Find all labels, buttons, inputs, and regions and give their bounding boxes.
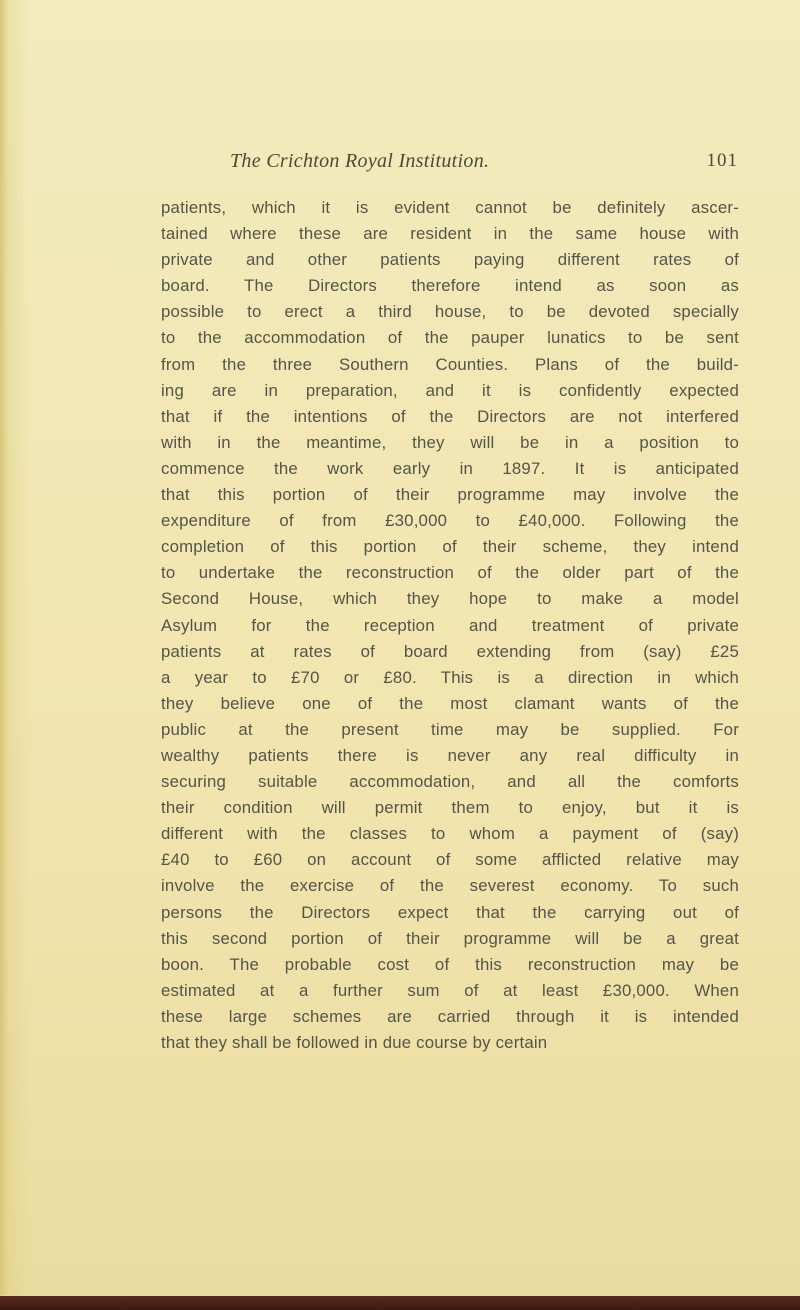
text-line: estimated at a further sum of at least £30,000. When xyxy=(161,980,739,1000)
page-header xyxy=(160,150,738,182)
text-line: possible to erect a third house, to be devoted specially xyxy=(161,302,739,322)
text-line: this second portion of their programme will be a great xyxy=(161,928,739,948)
text-line: these large schemes are carried through it is intended xyxy=(161,1006,739,1026)
text-line: wealthy patients there is never any real difficulty in xyxy=(161,745,739,765)
text-line: a year to £70 or £80. This is a direction in which xyxy=(161,667,739,687)
page-number: 101 xyxy=(706,150,738,171)
text-line: that they shall be followed in due course by certain xyxy=(161,1033,548,1052)
text-line: their condition will permit them to enjoy, but it is xyxy=(161,798,739,818)
text-line: expenditure of from £30,000 to £40,000. Following the xyxy=(161,511,739,531)
text-line: involve the exercise of the severest economy. To such xyxy=(161,876,739,896)
text-line: tained where these are resident in the same house with xyxy=(161,224,739,244)
text-line: ing are in preparation, and it is confidently expected xyxy=(161,380,739,400)
text-line: they believe one of the most clamant wants of the xyxy=(161,693,739,713)
text-line: different with the classes to whom a payment of (say) xyxy=(161,824,739,844)
text-line: that this portion of their programme may involve the xyxy=(161,485,739,505)
text-line: Second House, which they hope to make a model xyxy=(161,589,739,609)
text-line: to undertake the reconstruction of the older part of the xyxy=(161,563,739,583)
text-line: board. The Directors therefore intend as soon as xyxy=(161,276,739,296)
text-line: that if the intentions of the Directors are not interfered xyxy=(161,406,739,426)
book-bottom-edge xyxy=(0,1296,800,1310)
text-line: completion of this portion of their scheme, they intend xyxy=(161,537,739,557)
text-line: patients, which it is evident cannot be definitely ascer- xyxy=(161,198,739,217)
body-text xyxy=(161,195,739,1056)
text-line: persons the Directors expect that the carrying out of xyxy=(161,902,739,922)
page-binding-edge xyxy=(0,0,8,1295)
text-line: with in the meantime, they will be in a position to xyxy=(161,432,739,452)
text-line: £40 to £60 on account of some afflicted relative may xyxy=(161,850,739,870)
text-line: securing suitable accommodation, and all the comforts xyxy=(161,772,739,792)
text-line: Asylum for the reception and treatment of private xyxy=(161,615,739,635)
text-line: boon. The probable cost of this reconstruction may be xyxy=(161,954,739,974)
text-line: public at the present time may be supplied. For xyxy=(161,719,739,739)
text-line: commence the work early in 1897. It is anticipated xyxy=(161,458,739,478)
text-line: to the accommodation of the pauper lunatics to be sent xyxy=(161,328,739,348)
running-title: The Crichton Royal Institution. xyxy=(230,150,490,172)
text-line: private and other patients paying different rates of xyxy=(161,250,739,270)
text-line: from the three Southern Counties. Plans of the build- xyxy=(161,354,739,374)
text-line: patients at rates of board extending from (say) £25 xyxy=(161,641,739,661)
